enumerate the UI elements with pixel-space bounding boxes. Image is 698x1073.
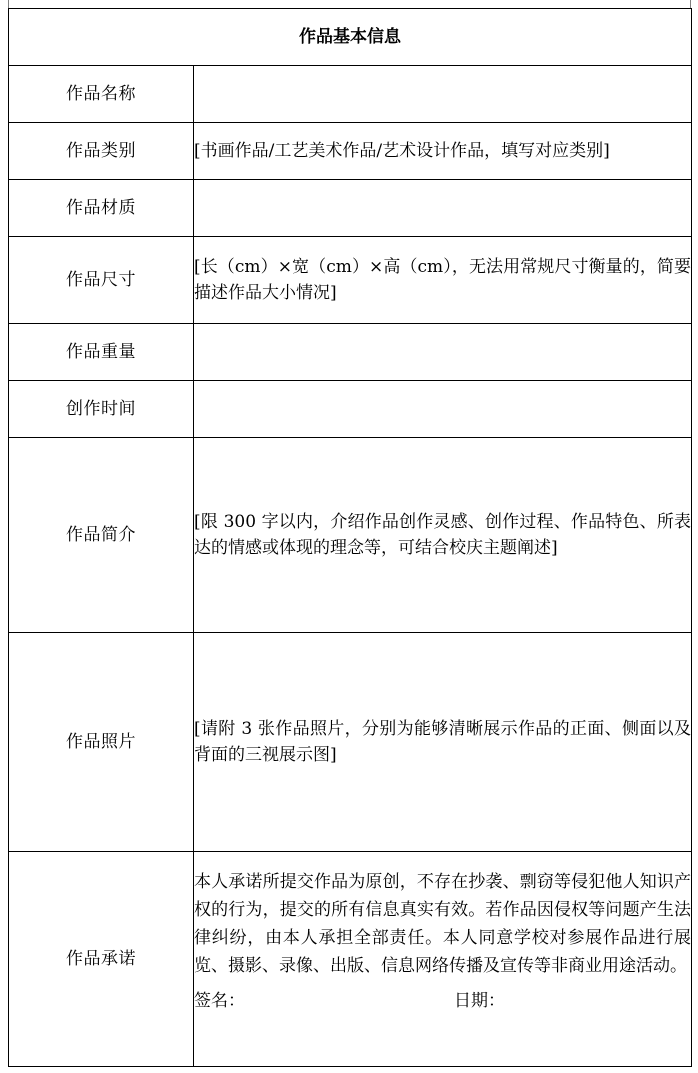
field-artwork-intro[interactable]: [限 300 字以内，介绍作品创作灵感、创作过程、作品特色、所表达的情感或体现的理念等，可结合校庆主题阐述]: [194, 438, 692, 633]
label-artwork-intro: 作品简介: [9, 438, 194, 633]
label-creation-time: 创作时间: [9, 381, 194, 438]
row-artwork-pledge: [9, 852, 692, 1067]
label-artwork-name: 作品名称: [9, 66, 194, 123]
signature-label[interactable]: 签名：: [194, 991, 245, 1011]
row-artwork-material: [9, 180, 692, 237]
pledge-text: 本人承诺所提交作品为原创，不存在抄袭、剽窃等侵犯他人知识产权的行为，提交的所有信息真实有效。若作品因侵权等问题产生法律纠纷，由本人承担全部责任。本人同意学校对参展作品进行展览、摄影、录像、出版、信息网络传播及宣传等非商业用途活动。: [194, 872, 691, 976]
field-artwork-size[interactable]: [长（cm）×宽（cm）×高（cm），无法用常规尺寸衡量的，简要描述作品大小情况]: [194, 237, 692, 324]
row-artwork-weight: [9, 324, 692, 381]
field-artwork-material[interactable]: [194, 180, 692, 237]
field-artwork-name[interactable]: [194, 66, 692, 123]
label-artwork-photos: 作品照片: [9, 633, 194, 852]
crop-mark-left: [8, 0, 9, 8]
form-title-row: [9, 9, 692, 66]
label-artwork-material: 作品材质: [9, 180, 194, 237]
label-artwork-category: 作品类别: [9, 123, 194, 180]
field-artwork-category[interactable]: [书画作品/工艺美术作品/艺术设计作品，填写对应类别]: [194, 123, 692, 180]
row-artwork-size: [9, 237, 692, 324]
label-artwork-size: 作品尺寸: [9, 237, 194, 324]
field-artwork-photos[interactable]: [请附 3 张作品照片，分别为能够清晰展示作品的正面、侧面以及背面的三视展示图]: [194, 633, 692, 852]
row-artwork-intro: [9, 438, 692, 633]
label-artwork-pledge: 作品承诺: [9, 852, 194, 1067]
label-artwork-weight: 作品重量: [9, 324, 194, 381]
row-artwork-name: [9, 66, 692, 123]
form-title: 作品基本信息: [9, 9, 692, 66]
date-label[interactable]: 日期：: [454, 991, 505, 1011]
row-creation-time: [9, 381, 692, 438]
row-artwork-category: [9, 123, 692, 180]
field-artwork-weight[interactable]: [194, 324, 692, 381]
crop-mark-right: [690, 0, 691, 8]
pledge-cell: [194, 852, 692, 1067]
row-artwork-photos: [9, 633, 692, 852]
artwork-info-form: [8, 8, 692, 1067]
signature-row: [194, 988, 691, 1016]
field-creation-time[interactable]: [194, 381, 692, 438]
